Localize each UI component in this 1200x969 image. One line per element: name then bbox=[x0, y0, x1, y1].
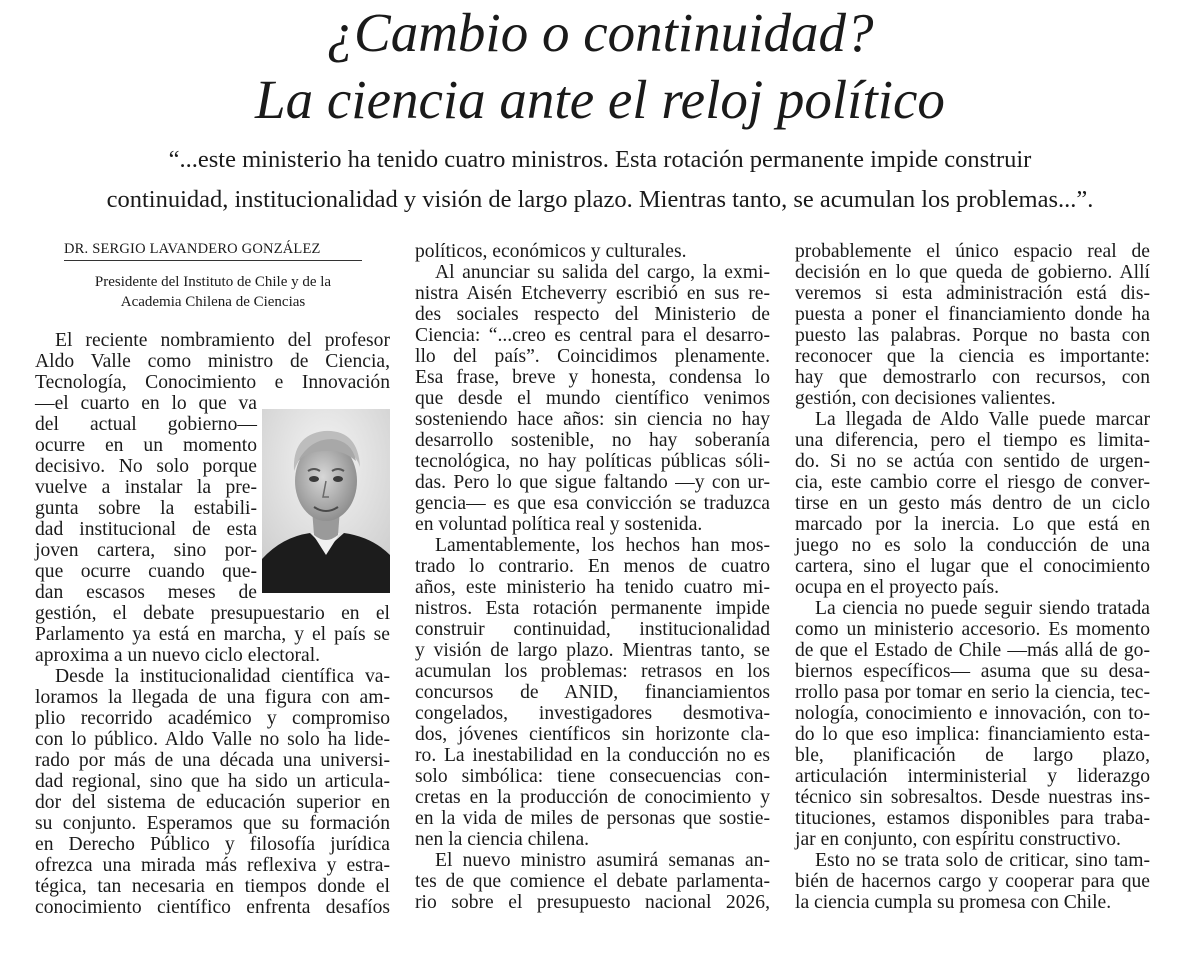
text-line: probablemente el único espacio real de bbox=[795, 241, 1150, 262]
text-line: nistros. Esta rotación permanente impide bbox=[415, 598, 770, 619]
text-line: juego no es solo la conducción de una bbox=[795, 535, 1150, 556]
text-line: marcado por la inercia. Lo que está en bbox=[795, 514, 1150, 535]
text-line: gunta sobre la estabili- bbox=[35, 498, 257, 519]
text-line: rio sobre el presupuesto nacional 2026, bbox=[415, 892, 770, 913]
text-line: que ocurre cuando que- bbox=[35, 561, 257, 582]
text-line: cretas en la producción de conocimiento y bbox=[415, 787, 770, 808]
text-line: del actual gobierno— bbox=[35, 414, 257, 435]
text-line: Esa frase, breve y honesta, condensa lo bbox=[415, 367, 770, 388]
text-line: y visión de largo plazo. Mientras tanto, se bbox=[415, 640, 770, 661]
text-line: que desde el mundo científico venimos bbox=[415, 388, 770, 409]
text-line: El nuevo ministro asumirá semanas an- bbox=[435, 850, 770, 871]
headline-line-1: ¿Cambio o continuidad? bbox=[326, 2, 874, 63]
headline-line-2: La ciencia ante el reloj político bbox=[255, 69, 945, 130]
text-line: nología, conocimiento e innovación, con to- bbox=[795, 703, 1150, 724]
author-description-line: Presidente del Instituto de Chile y de la bbox=[94, 274, 332, 290]
text-line: vuelve a instalar la pre- bbox=[35, 477, 257, 498]
text-line: rado por más de una década una universi- bbox=[35, 750, 390, 771]
text-line: Desde la institucionalidad científica va- bbox=[55, 666, 390, 687]
text-line: veremos si esta administración está dis- bbox=[795, 283, 1150, 304]
author-name: DR. SERGIO LAVANDERO GONZÁLEZ bbox=[64, 241, 362, 261]
text-line: ble, planificación de largo plazo, bbox=[795, 745, 1150, 766]
text-line: das. Pero lo que sigue faltando —y con ur- bbox=[415, 472, 770, 493]
text-line: decisivo. No solo porque bbox=[35, 456, 257, 477]
text-line: construir continuidad, institucionalidad bbox=[415, 619, 770, 640]
text-line: gestión, con decisiones valientes. bbox=[795, 388, 1056, 409]
text-line: en Derecho Público y filosofía jurídica bbox=[35, 834, 390, 855]
text-line: plio recorrido académico y compromiso bbox=[35, 708, 390, 729]
text-line: do lo que eso implica: financiamiento esta- bbox=[795, 724, 1150, 745]
text-line: El reciente nombramiento del profesor bbox=[55, 330, 390, 351]
text-line: joven cartera, sino por- bbox=[35, 540, 257, 561]
article-column-2 bbox=[415, 241, 770, 913]
text-line: reconocer que la ciencia es importante: bbox=[795, 346, 1150, 367]
text-line: Tecnología, Conocimiento e Innovación bbox=[35, 372, 390, 393]
text-line: políticos, económicos y culturales. bbox=[415, 241, 687, 262]
text-line: Esto no se trata solo de criticar, sino tam- bbox=[815, 850, 1150, 871]
text-line: Parlamento ya está en marcha, y el país se bbox=[35, 624, 390, 645]
text-line: La ciencia no puede seguir siendo tratada bbox=[815, 598, 1150, 619]
text-line: hay que demostrarlo con recursos, con bbox=[795, 367, 1150, 388]
text-line: dos, jóvenes científicos sin horizonte cla- bbox=[415, 724, 770, 745]
text-line: tégica, tan necesaria en tiempos donde el bbox=[35, 876, 390, 897]
text-line: solo simbólica: tiene consecuencias con- bbox=[415, 766, 770, 787]
text-line: ocurre en un momento bbox=[35, 435, 257, 456]
article-column-1 bbox=[35, 330, 390, 918]
text-line: puesto las palabras. Porque no basta con bbox=[795, 325, 1150, 346]
text-line: puesta a poner el financiamiento donde ha bbox=[795, 304, 1150, 325]
text-line: dor del sistema de educación superior en bbox=[35, 792, 390, 813]
text-line: una diferencia, pero el tiempo es limita- bbox=[795, 430, 1150, 451]
text-line: Al anunciar su salida del cargo, la exmi- bbox=[435, 262, 770, 283]
text-line: como un ministerio accesorio. Es momento bbox=[795, 619, 1150, 640]
text-line: llo del país”. Coincidimos plenamente. bbox=[415, 346, 770, 367]
pull-quote-line-2: continuidad, institucionalidad y visión de largo plazo. Mientras tanto, se acumulan los problemas...”. bbox=[106, 186, 1094, 213]
text-line: tecnológica, no hay políticas públicas sóli- bbox=[415, 451, 770, 472]
text-line: dan escasos meses de bbox=[35, 582, 257, 603]
text-line: tes de que comience el debate parlamenta- bbox=[415, 871, 770, 892]
text-line: tirse en un gesto más dentro de un ciclo bbox=[795, 493, 1150, 514]
text-line: nistra Aisén Etcheverry escribió en sus re- bbox=[415, 283, 770, 304]
text-line: ofrezca una mirada más reflexiva y estra- bbox=[35, 855, 390, 876]
text-line: decisión en lo que queda de gobierno. Allí bbox=[795, 262, 1150, 283]
text-line: Ciencia: “...creo es central para el desarro- bbox=[415, 325, 770, 346]
text-line: cartera, sino el lugar que el conocimiento bbox=[795, 556, 1150, 577]
text-line: aproxima a un nuevo ciclo electoral. bbox=[35, 645, 321, 666]
author-description bbox=[38, 272, 388, 312]
text-line: de que el Estado de Chile —más allá de go- bbox=[795, 640, 1150, 661]
text-line: do. Si no se actúa con sentido de urgen- bbox=[795, 451, 1150, 472]
text-line: articulación interministerial y liderazgo bbox=[795, 766, 1150, 787]
text-line: acumulan los problemas: retrasos en los bbox=[415, 661, 770, 682]
text-line: en la vida de miles de personas que sostie- bbox=[415, 808, 770, 829]
article-column-3 bbox=[795, 241, 1150, 913]
text-line: des sociales respecto del Ministerio de bbox=[415, 304, 770, 325]
text-line: rrollo pasa por tomar en serio la ciencia, tec- bbox=[795, 682, 1150, 703]
text-line: Lamentablemente, los hechos han mos- bbox=[435, 535, 770, 556]
text-line: trado lo contrario. En menos de cuatro bbox=[415, 556, 770, 577]
text-line: dad regional, sino que ha sido un articula- bbox=[35, 771, 390, 792]
text-line: concursos de ANID, financiamientos bbox=[415, 682, 770, 703]
text-line: conocimiento científico enfrenta desafíos bbox=[35, 897, 390, 918]
text-line: la ciencia cumpla su promesa con Chile. bbox=[795, 892, 1112, 913]
text-line: en voluntad política real y sostenida. bbox=[415, 514, 703, 535]
text-line: años, este ministerio ha tenido cuatro mi- bbox=[415, 577, 770, 598]
text-line: gestión, el debate presupuestario en el bbox=[35, 603, 390, 624]
text-line: La llegada de Aldo Valle puede marcar bbox=[815, 409, 1150, 430]
text-line: jar en conjunto, con espíritu constructivo. bbox=[795, 829, 1121, 850]
text-line: desarrollo sostenible, no hay soberanía bbox=[415, 430, 770, 451]
text-line: gencia— es que esa convicción se traduzca bbox=[415, 493, 770, 514]
text-line: cia, este cambio corre el riesgo de conver- bbox=[795, 472, 1150, 493]
text-line: su conjunto. Esperamos que su formación bbox=[35, 813, 390, 834]
text-line: —el cuarto en lo que va bbox=[35, 393, 257, 414]
text-line: loramos la llegada de una figura con am- bbox=[35, 687, 390, 708]
text-line: con lo público. Aldo Valle no solo ha lide- bbox=[35, 729, 390, 750]
text-line: ro. La inestabilidad en la conducción no es bbox=[415, 745, 770, 766]
text-line: biernos específicos— asuma que su desa- bbox=[795, 661, 1150, 682]
text-line: técnico sin sobresaltos. Desde nuestras ins- bbox=[795, 787, 1150, 808]
text-line: tituciones, estamos disponibles para traba- bbox=[795, 808, 1150, 829]
text-line: sosteniendo hace años: sin ciencia no hay bbox=[415, 409, 770, 430]
pull-quote-line-1: “...este ministerio ha tenido cuatro ministros. Esta rotación permanente impide construir bbox=[168, 146, 1032, 173]
text-line: bién de hacernos cargo y cooperar para que bbox=[795, 871, 1150, 892]
author-description-line: Academia Chilena de Ciencias bbox=[120, 294, 306, 310]
text-line: nen la ciencia chilena. bbox=[415, 829, 590, 850]
text-line: Aldo Valle como ministro de Ciencia, bbox=[35, 351, 390, 372]
text-line: ocupa en el proyecto país. bbox=[795, 577, 1000, 598]
text-line: dad institucional de esta bbox=[35, 519, 257, 540]
text-line: congelados, investigadores desmotiva- bbox=[415, 703, 770, 724]
